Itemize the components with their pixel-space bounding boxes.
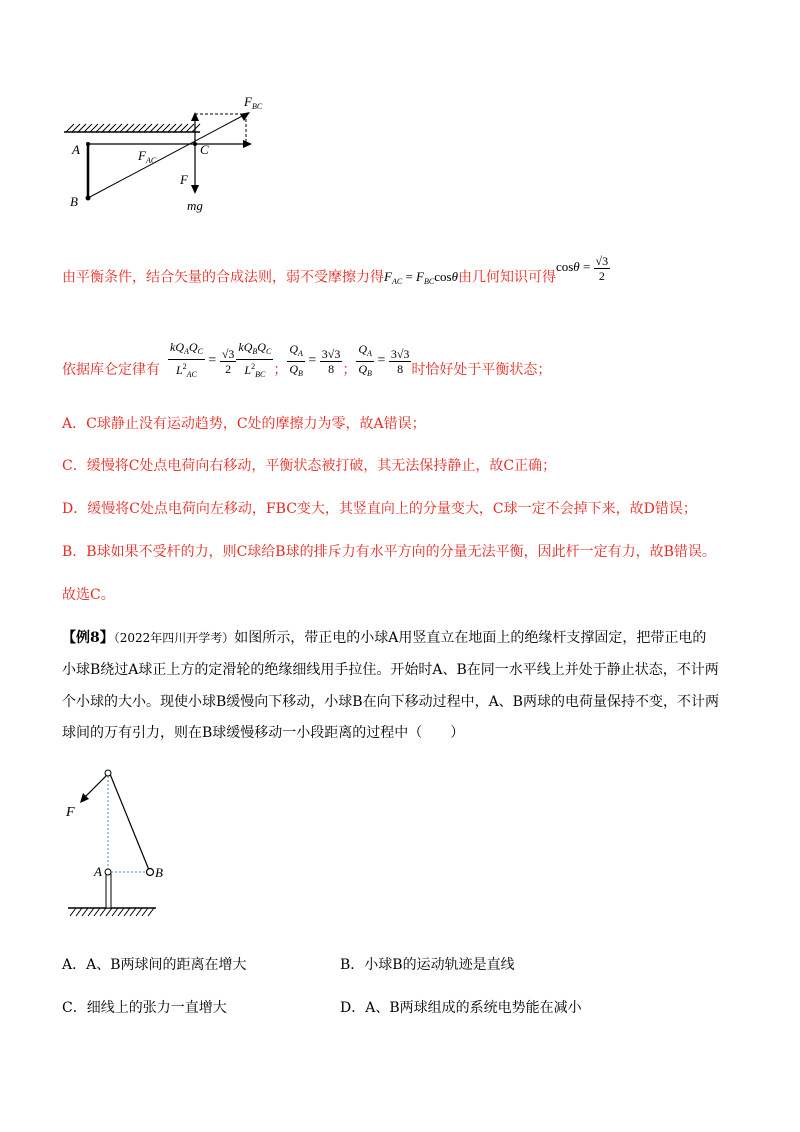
example-tag: 【例8】 bbox=[62, 630, 114, 646]
example-line-1 bbox=[62, 628, 706, 648]
horizontal-arrowhead bbox=[243, 140, 252, 148]
label-b: B bbox=[70, 194, 78, 209]
label-a: A bbox=[72, 142, 80, 157]
example-text-1: 如图所示，带正电的小球A用竖直立在地面上的绝缘杆支撑固定，把带正电的 bbox=[234, 630, 707, 646]
label-b2: B bbox=[155, 865, 163, 880]
string-to-b bbox=[110, 774, 149, 870]
ball-b bbox=[147, 869, 154, 876]
solution-text-2b: 时恰好处于平衡状态； bbox=[411, 362, 552, 379]
down-arrowhead bbox=[191, 185, 199, 194]
solution-option-b: B．B球如果不受杆的力，则C球给B球的排斥力有水平方向的分量无法平衡，因此杆一定有力，故B错误。 bbox=[62, 544, 716, 560]
force-f-line bbox=[84, 775, 107, 798]
label-f2: F bbox=[66, 805, 75, 820]
ceiling-hatch bbox=[66, 124, 200, 132]
ball-a bbox=[105, 869, 111, 875]
choice-a[interactable]: A．A、B两球间的距离在增大 bbox=[62, 957, 247, 973]
formula-ratio-2: $\frac{Q_A}{Q_B}$ = $\frac{3√3}{8}$ bbox=[358, 341, 410, 378]
solution-option-a: A．C球静止没有运动趋势，C处的摩擦力为零，故A错误； bbox=[62, 416, 426, 432]
point-a bbox=[86, 142, 90, 146]
label-a2: A bbox=[94, 864, 102, 879]
choice-c[interactable]: C．细线上的张力一直增大 bbox=[62, 1000, 227, 1016]
example-line-3: 个小球的大小。现使小球B缓慢向下移动，小球B在向下移动过程中，A、B两球的电荷量保持不变，不计两 bbox=[62, 694, 719, 710]
solution-conclusion: 故选C。 bbox=[62, 587, 115, 603]
formula-coulomb: $\frac{kQ_AQ_C}{L^2_{AC}}$ = $\frac{√3}{2}$ $\frac{kQ_BQ_C}{L^2_{BC}}$ bbox=[170, 340, 272, 379]
force-diagram-1 bbox=[60, 92, 263, 217]
solution-text-2a: 依据库仑定律有 bbox=[62, 362, 160, 379]
formula-ratio-1: $\frac{Q_A}{Q_B}$ = $\frac{3√3}{8}$ bbox=[289, 341, 341, 378]
point-c bbox=[193, 142, 197, 146]
label-c: C bbox=[200, 142, 209, 157]
fbc-arrowhead bbox=[240, 112, 250, 121]
formula-fac-eq: $F_{AC} = F_{BC}\cos\theta$ bbox=[384, 269, 458, 287]
solution-line-2: 依据库仑定律有 $\frac{kQ_AQ_C}{L^2_{AC}}$ = $\frac{√3}{2}$ $\frac{kQ_BQ_C}{L^2_{BC}}$ ； $\frac{Q_A}{Q_B}$ = $\frac{3√3}{8}$ ； $\frac{Q_A}{Q_B}$ = $\frac{3√3}{8}$ 时恰好处于平衡状态； bbox=[62, 340, 552, 379]
label-f: F bbox=[180, 172, 188, 187]
solution-line-1 bbox=[62, 254, 610, 293]
pulley bbox=[105, 770, 111, 776]
label-mg: mg bbox=[187, 198, 203, 213]
example-line-2: 小球B绕过A球正上方的定滑轮的绝缘细线用手拉住。开始时A、B在同一水平线上并处于静止状态，不计两 bbox=[62, 662, 719, 678]
ground-hatch bbox=[70, 908, 154, 916]
example-source: （2022年四川开学考） bbox=[113, 631, 235, 645]
choice-b[interactable]: B．小球B的运动轨迹是直线 bbox=[340, 957, 515, 973]
label-fac: $F_{AC}$ bbox=[138, 148, 157, 165]
solution-option-c: C．缓慢将C处点电荷向右移动，平衡状态被打破，其无法保持静止，故C正确； bbox=[62, 458, 557, 474]
solution-option-d: D．缓慢将C处点电荷向左移动，FBC变大，其竖直向上的分量变大，C球一定不会掉下来，故D错误； bbox=[62, 501, 697, 517]
solution-text-1a: 由平衡条件，结合矢量的合成法则，弱不受摩擦力得 bbox=[62, 269, 384, 286]
label-fbc: $F_{BC}$ bbox=[244, 94, 263, 111]
pulley-diagram bbox=[62, 762, 172, 920]
up-arrowhead bbox=[191, 112, 199, 121]
formula-cos: cosθ = $\frac{√3}{2}$ bbox=[555, 254, 609, 283]
example-line-4: 球间的万有引力，则在B球缓慢移动一小段距离的过程中（ ） bbox=[62, 725, 465, 741]
insulating-post bbox=[106, 874, 111, 908]
solution-text-1b: 由几何知识可得 bbox=[457, 269, 556, 286]
choice-d[interactable]: D．A、B两球组成的系统电势能在减小 bbox=[340, 1000, 582, 1016]
